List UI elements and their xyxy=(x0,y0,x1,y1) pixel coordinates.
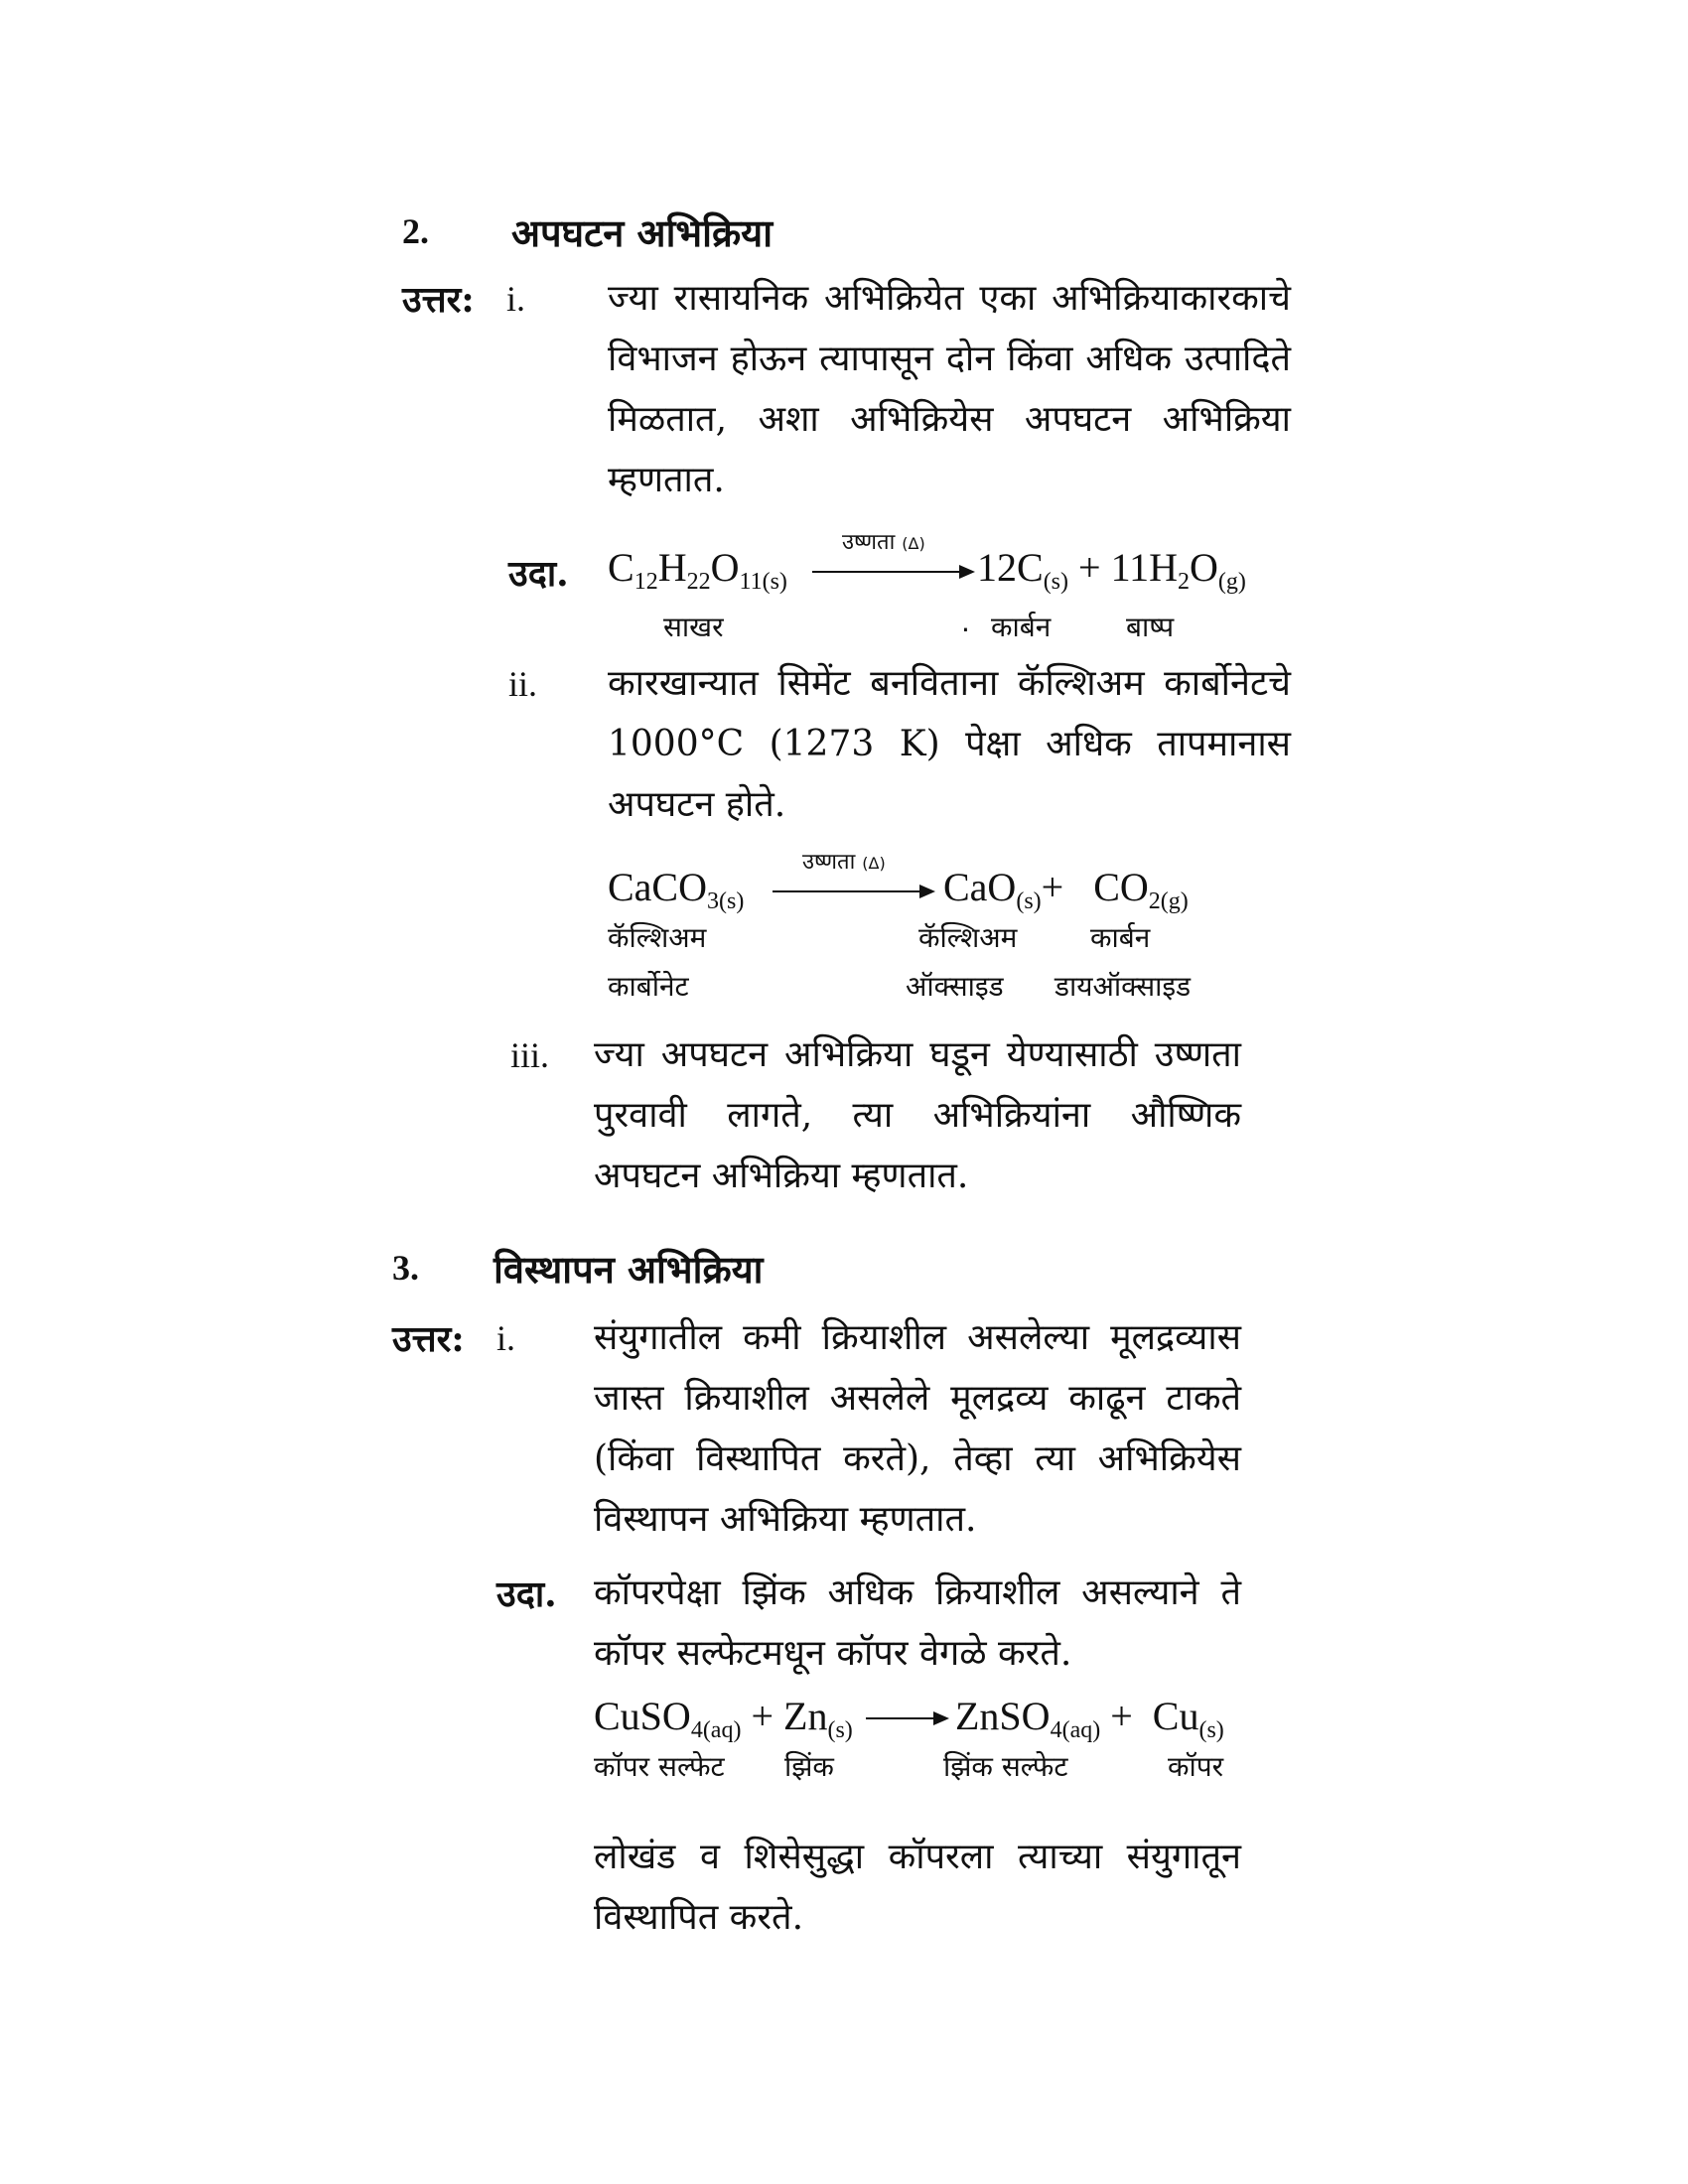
eq2-caption-calcium-oxide-2: ऑक्साइड xyxy=(906,970,1004,1003)
eq1-arrow-label: उष्णता (Δ) xyxy=(842,530,925,555)
eq3-arrow xyxy=(866,1717,935,1719)
eq2-arrow-label: उष्णता (Δ) xyxy=(802,850,886,875)
section-2-example-label: उदा. xyxy=(508,553,569,595)
section-3-number: 3. xyxy=(392,1248,419,1288)
eq3-caption-copper-sulphate: कॉपर सल्फेट xyxy=(594,1750,725,1783)
eq3-caption-zinc-sulphate: झिंक सल्फेट xyxy=(943,1750,1068,1783)
section-2-title: अपघटन अभिक्रिया xyxy=(511,210,774,255)
section-3-title: विस्थापन अभिक्रिया xyxy=(493,1247,764,1292)
section-3-answer-label: उत्तर: xyxy=(392,1318,465,1360)
eq2-reactant: CaCO$_{3(s)}$ xyxy=(608,865,745,914)
eq1-arrow xyxy=(812,571,961,573)
eq2-caption-calcium-oxide-1: कॅल्शिअम xyxy=(918,921,1018,954)
eq3-products: ZnSO$_{4(aq)}$ + $Cu_{(s)}$ xyxy=(955,1694,1224,1743)
eq2-caption-carbon-dioxide-2: डायऑक्साइड xyxy=(1055,970,1192,1003)
section-2-item-ii-marker: ii. xyxy=(508,664,538,704)
section-3-closing-text: लोखंड व शिसेसुद्धा कॉपरला त्याच्या संयुगातून विस्थापित करते. xyxy=(594,1837,1241,1938)
section-2-number: 2. xyxy=(402,211,429,251)
eq3-reactants: CuSO$_{4(aq)}$ + $Zn_{(s)}$ xyxy=(594,1694,853,1743)
section-3-item-i-marker: i. xyxy=(496,1318,516,1358)
section-2-item-i-marker: i. xyxy=(506,279,526,319)
eq1-arrow-head xyxy=(959,565,975,579)
section-3-example-label: उदा. xyxy=(496,1573,557,1615)
eq3-caption-copper: कॉपर xyxy=(1168,1750,1224,1783)
section-2-item-ii-text: कारखान्यात सिमेंट बनविताना कॅल्शिअम कार्बोनेटचे 1000°C (1273 K) पेक्षा अधिक तापमानास अपघटन होते. xyxy=(608,663,1291,825)
eq3-arrow-head xyxy=(933,1711,949,1725)
eq2-caption-calcium: कॅल्शिअम xyxy=(608,921,707,954)
eq1-caption-carbon: कार्बन xyxy=(991,611,1052,643)
eq1-caption-vapour: बाष्प xyxy=(1126,611,1175,643)
eq3-caption-zinc: झिंक xyxy=(784,1750,834,1783)
section-2-item-iii-text: ज्या अपघटन अभिक्रिया घडून येण्यासाठी उष्णता पुरवावी लागते, त्या अभिक्रियांना औष्णिक अपघटन अभिक्रिया म्हणतात. xyxy=(594,1034,1241,1196)
eq1-products: $12C_{(s)} + 11H_2O_{(g)}$ xyxy=(977,545,1246,595)
eq1-caption-dot: . xyxy=(961,606,970,638)
eq2-arrow xyxy=(773,890,921,892)
eq1-caption-sugar: साखर xyxy=(663,611,724,643)
section-2-answer-label: उत्तर: xyxy=(402,279,475,321)
eq2-products: CaO$_{(s)}$+ $CO_{2(g)}$ xyxy=(943,865,1189,914)
eq2-caption-carbon-dioxide-1: कार्बन xyxy=(1090,921,1151,954)
section-3-item-i-text: संयुगातील कमी क्रियाशील असलेल्या मूलद्रव्यास जास्त क्रियाशील असलेले मूलद्रव्य काढून टाकते (किंवा विस्थापित करते), तेव्हा त्या अभिक्रियेस विस्थापन अभिक्रिया म्हणतात. xyxy=(594,1317,1241,1540)
eq1-reactant: $C_{12}H_{22}O_{11(s)}$ xyxy=(608,545,787,595)
section-3-example-text: कॉपरपेक्षा झिंक अधिक क्रियाशील असल्याने ते कॉपर सल्फेटमधून कॉपर वेगळे करते. xyxy=(594,1572,1241,1674)
eq2-caption-carbonate: कार्बोनेट xyxy=(608,970,689,1003)
section-2-item-iii-marker: iii. xyxy=(510,1035,550,1075)
eq2-arrow-head xyxy=(919,885,935,898)
section-2-item-i-text: ज्या रासायनिक अभिक्रियेत एका अभिक्रियाकारकाचे विभाजन होऊन त्यापासून दोन किंवा अधिक उत्पादिते मिळतात, अशा अभिक्रियेस अपघटन अभिक्रिया म्हणतात. xyxy=(608,278,1291,500)
